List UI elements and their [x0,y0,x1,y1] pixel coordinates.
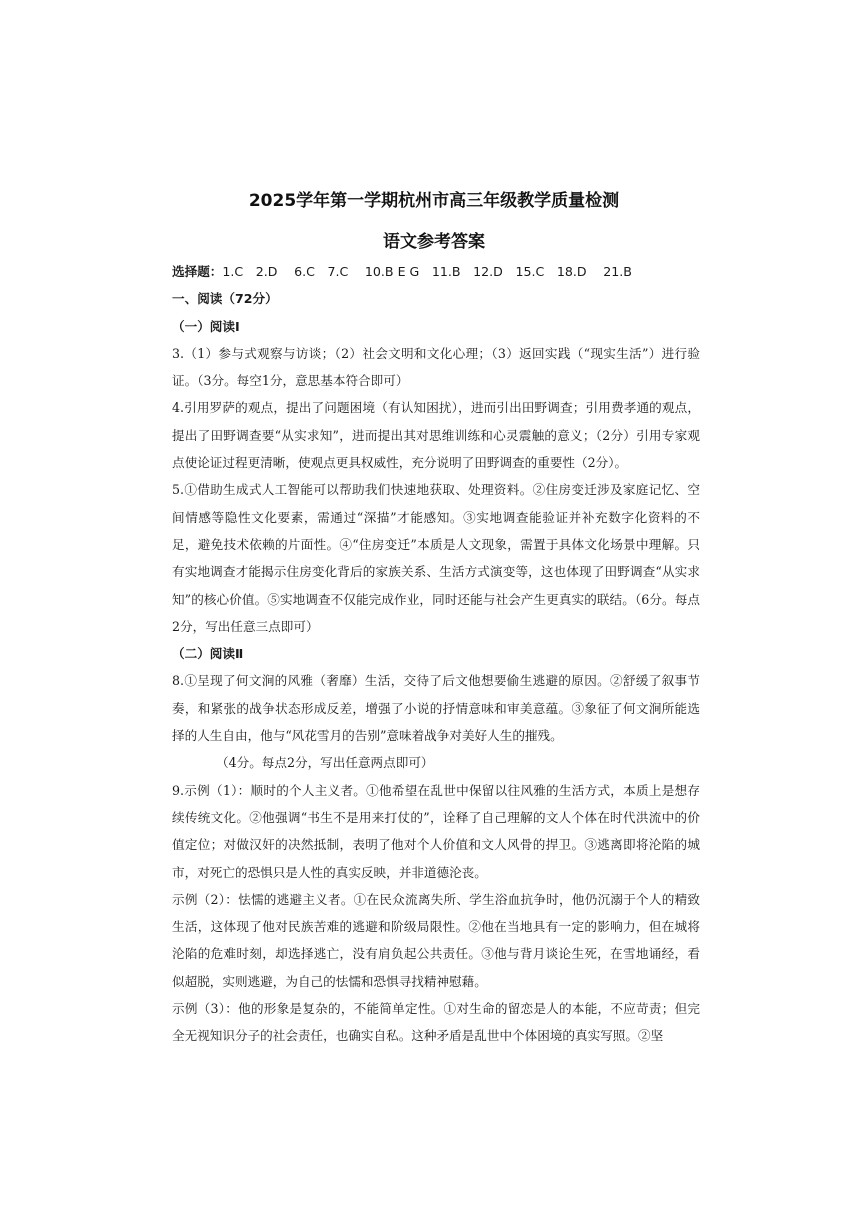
document-title: 2025学年第一学期杭州市高三年级教学质量检测 [248,191,620,211]
answer-q4: 4.引用罗萨的观点，提出了问题困境（有认知困扰），进而引出田野调查；引用费孝通的观点，提出了田野调查要“从实求知”，进而提出其对思维训练和心灵震触的意义；（2分）引用专家观点使论证过程更清晰，使观点更具权威性，充分说明了田野调查的重要性（2分）。 [172,400,700,471]
answer-q9-example-2: 示例（2）：怯懦的逃避主义者。①在民众流离失所、学生浴血抗争时，他仍沉溺于个人的精致生活，这体现了他对民族苦难的逃避和阶级局限性。②他在当地具有一定的影响力，但在城将沦陷的危难时刻，却选择逃亡，没有肩负起公共责任。③他与背月谈论生死，在雪地诵经，看似超脱，实则逃避，为自己的怯懦和恐惧寻找精神慰藉。 [172,891,700,989]
answer-q8: 8.①呈现了何文涧的风雅（奢靡）生活，交待了后文他想要偷生逃避的原因。②舒缓了叙事节奏，和紧张的战争状态形成反差，增强了小说的抒情意味和审美意蕴。③象征了何文涧所能选择的人生自由，他与“风花雪月的告别”意味着战争对美好人生的摧残。 [172,673,700,744]
choice-answers-line [172,258,700,285]
choice-label: 选择题： [172,264,223,279]
answer-q8-score: （4分。每点2分，写出任意两点即可） [216,755,434,771]
reading1-heading: （一）阅读Ⅰ [172,318,240,334]
choice-answers: 1.C 2.D 6.C 7.C 10.B E G 11.B 12.D 15.C 18.D 21.B [222,264,632,279]
answer-q9-example-1: 9.示例（1）：顺时的个人主义者。①他希望在乱世中保留以往风雅的生活方式，本质上是想存续传统文化。②他强调“书生不是用来打仗的”，诠释了自己理解的文人个体在时代洪流中的价值定位；对做汉奸的决然抵制，表明了他对个人价值和文人风骨的捍卫。③逃离即将沦陷的城市，对死亡的恐惧只是人性的真实反映，并非道德沦丧。 [172,782,700,880]
reading2-heading: （二）阅读Ⅱ [172,646,244,662]
answer-q5: 5.①借助生成式人工智能可以帮助我们快速地获取、处理资料。②住房变迁涉及家庭记忆、空间情感等隐性文化要素，需通过“深描”才能感知。③实地调查能验证并补充数字化资料的不足，避免技术依赖的片面性。④“住房变迁”本质是人文现象，需置于具体文化场景中理解。只有实地调查才能揭示住房变化背后的家族关系、生活方式演变等，这也体现了田野调查“从实求知”的核心价值。⑤实地调查不仅能完成作业，同时还能与社会产生更真实的联结。（6分。每点2分，写出任意三点即可） [172,482,700,634]
document-subtitle: 语文参考答案 [383,232,485,252]
answer-q9-example-3: 示例（3）：他的形象是复杂的，不能简单定性。①对生命的留恋是人的本能，不应苛责；但完全无视知识分子的社会责任，也确实自私。这种矛盾是乱世中个体困境的真实写照。②坚 [172,1001,700,1044]
answer-content [172,258,700,1050]
answer-q3: 3.（1）参与式观察与访谈；（2）社会文明和文化心理；（3）返回实践（“现实生活”）进行验证。（3分。每空1分，意思基本符合即可） [172,345,700,389]
section-heading-reading: 一、阅读（72分） [172,291,278,307]
